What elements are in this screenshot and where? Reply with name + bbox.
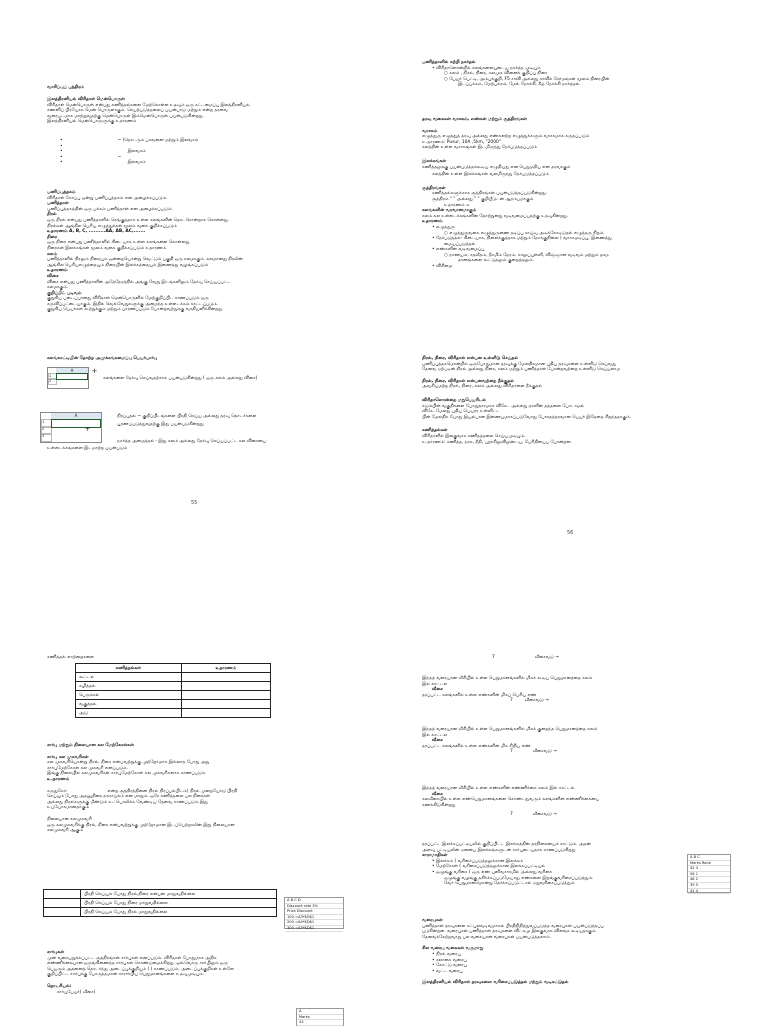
table-header: கணித்தல்கள் — [76, 664, 182, 673]
page-58 — [384, 512, 768, 1024]
formula-line: சூத்திரம் " " அல்லது " " குறியீடுடன் ஆரம்பமாகும் — [432, 196, 534, 202]
nav-sub: இடப்பக்கம், மேற்பக்கம், மேல் நோக்கி, கீழ் நோக்கி நகர்த்தல். — [458, 82, 581, 88]
excel-snippet-fill — [40, 412, 102, 443]
table-row: பிரதி செய்யும் போது நிரல் மாறுவதில்லை — [44, 908, 277, 917]
numbers-example: கலத்தின் உள்ள இலக்கங்கள் வலமிருந்து நேர்படுத்தப்படும் — [432, 172, 549, 178]
definitions — [47, 190, 243, 313]
row-header: 1 — [48, 373, 57, 380]
operations-table — [75, 663, 271, 718]
column-line: நிரல்கள் ஆங்கில பெரிய எழுத்துக்கள் மூலம் வகை குறிக்கப்படும் — [47, 223, 177, 229]
row-header: 1 — [41, 419, 52, 428]
table-header: உதாரணம் — [181, 664, 270, 673]
page-number: 56 — [567, 530, 574, 536]
excel-snippet-select — [47, 367, 89, 389]
table-row: பிரதி செய்யும் போது நிரல்,நிரை என்பன மாறுவதில்லை — [44, 890, 277, 899]
cursor-line: நிரப்புதல் ~ குறிப்பிடங்களை பிரதி செய்ய அல்லது தரவு தொடர்களை — [117, 414, 257, 419]
example-item: • இலவசம் — [60, 149, 146, 155]
relative-example-line: அல்லது நிரல்களுக்கு மீண்டும் உட்பொலிக்க வேண்டிய தேவை காணப்படும் இது — [47, 799, 208, 805]
rename-heading: விரிதாளொன்றை மறுபெயரிடல் — [422, 397, 486, 403]
row-line: நிரைகள் இலக்கங்கள் மூலம் வகை குறிக்கப்படும் உதாரணம் — [47, 245, 166, 251]
relative-example-line: உபயோகமானதாகும் — [47, 805, 89, 811]
min-section: இந்தத் வரையான வீசியில் உள்ள பெறுமானங்களில் மிகக் குறைந்த பெறுமானத்தை கலம் இல் காட்டல வீசை தரப்பட்ட கலங்களில் உள்ள எண்களின் மிக சிறிய எண் 7 வீசைவடு → — [422, 727, 598, 755]
format-item: • நேர்படுத்தல்- கிடையாக, நிலைக்குத்தாக மற்றும் நோக்குநிலை ) வாசகமடிப்பு, இணைத்து — [422, 236, 612, 242]
example-item: • ~ (தொடரும் பாவனை மற்றும் இலவசம் — [60, 138, 199, 143]
data-types-section — [422, 117, 612, 270]
intro-line: விரிதாள் மென்பொருள் என்பது கணித்தல்களை மேற்கொள்ள உதவும் ஒரு கட்டமைப்பு இலத்திரனியல் — [47, 102, 250, 108]
intro-section — [47, 97, 250, 125]
column-header: A — [51, 413, 101, 420]
calc-line: உ.தாரணம்: கணித்த, நரக, நீதி, புறாசிலுவிலுடைய, பேரிதியைப போன்றன — [422, 439, 571, 445]
nav-sub: ○ பேயர் பெட்டி, அம்புக்குறி, F5 சாவி அல்லது சாவிக் சேர்மங்கள் மூலம் திரையின் — [422, 77, 609, 83]
intro-line: இலத்திரனியல் மென்பொருளுக்கு உதாரணம் — [47, 119, 137, 125]
insert-line: தேவை ஏற்படின் நிரல் அல்லது நிரை, கலம் மற்றும் பணித்தாள் போன்றவற்றை உள்ளிடு செய்யலாம — [422, 367, 621, 373]
column-example: உதாரணம் A, B, C, ..........AA, AB, AC,....... — [47, 229, 146, 235]
table-row: அடு — [76, 709, 271, 718]
functions-section — [47, 950, 234, 995]
insert-line: பணிப்புத்தகமொன்றில் ஒருபோதுமான தரவுக்கு மேலதிகமான புதிய தரவுகளை உள்ளிடு செய்வது — [422, 361, 616, 367]
cell-heading: கலம் — [47, 251, 57, 257]
page-56 — [384, 0, 768, 536]
column-header: A — [56, 368, 88, 374]
column-heading: நிரல் — [47, 212, 57, 218]
fill-handle-icon: + — [85, 426, 91, 433]
intro-line: வரைபடமாக மாற்றுவதற்கு மென்பொருள் இம்மென்பொருள் பயன்படுகின்றது. — [47, 113, 204, 119]
page-title: வாசிப்புப் பத்திரம் — [47, 85, 84, 90]
insert-section — [422, 356, 631, 445]
discount-spreadsheet: A B C D Discount rate 5% Price Discount 100 =A3*$D$1 200 =A4*$D$1 300 =A5*$D$1 — [284, 897, 344, 929]
insert-heading: நிரல், நிரை, விரிதாள் என்பன உள்ளிடு செய்தல் — [422, 356, 518, 361]
range-line: கலமாகும். — [47, 285, 69, 291]
calc-heading: கணித்தல்கள் — [422, 428, 448, 434]
range-line: விசை என்பது பணித்தாளின் அதேநேரத்தில் அங்கு வேறு இடங்களிலும் தேர்வு செய்யப்பட்ட — [47, 279, 231, 285]
format-item: தானங்களை கூட்டுதலும் குறைத்தலும். — [458, 258, 534, 264]
text-line: எழுத்துரு எழுத்துத் தரவு அல்லது எண்களற்ற எழுத்துக்களும் வாசகமாக கருதப்படும் — [422, 134, 590, 140]
count-section: இந்தத் வரையான வீசியில் உள்ள எண்களின் எண்ணிக்கை கலம் இல் காட்டல் வீசை கலவீசையில் உள்ள எண்பெறுமானங்களை கொண்டதுவரும் கலங்களின் எண்ணிக்கையை கணக்கிடுகின்றது 7 வீசைவடு → — [422, 786, 600, 818]
example-item: • — [60, 143, 63, 149]
column-line: ஒரு நிரல் என்பது பணித்தாளில் செங்குத்தாக உள்ள கலங்களின் தொடரொன்றாக கொள்ளது. — [47, 217, 230, 223]
cursor-line: உள்ளடக்கங்களை இடமாற்ற பயன்படும் — [47, 446, 128, 451]
sheet-heading: பணித்தாள் — [47, 201, 69, 207]
cursor-heading: கலங்காட்டியின் தோற்ற அமுக்கங்கமைப்பு பெயர்பார்பு — [47, 356, 158, 361]
worksheet-line: விரிதாள் கோப்பு ஒன்று பணிப்புத்தகம் என அழைக்கப்படும். — [47, 195, 168, 201]
text-example: உ.தாரணம்: Pusur, 10A ,5km, "2000" — [422, 139, 501, 145]
format-item: • எழுத்துரு — [422, 225, 612, 231]
format-item: • எண்களின் வடிவமைப்பு — [422, 247, 612, 253]
relative-line: உ.தாரணம் — [47, 776, 70, 782]
formula-line: கணித்தல்களுக்காக சூத்திரங்கள் பயன்படுத்தப்படுகின்றது. — [432, 191, 547, 197]
reference-types-table — [43, 889, 277, 917]
format-item: மையப்படுத்தல் — [444, 241, 476, 247]
navigation-section — [422, 60, 609, 88]
range-heading: விசை — [47, 273, 59, 279]
namebox-line: குறுகிய படைப்பானது விரிதாள் மென்பொருளில் மேற்குறிப்பிட காணப்படும் ஒரு — [47, 296, 209, 302]
table-row: பெருக்கல் — [76, 691, 271, 700]
numbers-heading: இலக்கங்கள் — [422, 158, 447, 164]
relative-line: சார்புமேற்கோள் கல முகவரி எனப்படும். — [47, 765, 128, 771]
row-header: 2 — [41, 426, 52, 435]
formula-heading: சூத்திரங்கள் — [422, 185, 446, 191]
rename-line: கடும்பின் வகுதிகளை போதுதாரமாக விசேட அல்லது தாளின் தத்தளை போடாமல் — [422, 403, 585, 409]
selected-cell — [51, 419, 101, 428]
calc-line: விரிதாளில் இலகுவாக கணிதத்தலை செய்யமுடியும். — [422, 433, 526, 439]
rename-line: பின் மேலதிக போது இயல்பான இணையமாகப்படுவோது போரதத்தரவான பெயர் இதேதை சிறந்ததாகும். — [422, 414, 632, 420]
functions-line: குறிப்பிட்ட சார்புக்கு போருத்தமான சாரார்பிய பெறுமானங்களை உதவுமுடியும். — [47, 972, 205, 978]
table-row: பிரதி செய்யும் போது நிரை மாறுவதில்லை — [44, 899, 277, 908]
numbers-line: கணித்தலுக்கு பயன்படுத்தக்கூடிய எழுதியது என பெறுமதிய என தரவாகும் — [422, 164, 571, 170]
nav-bullet: • விரிதாளொன்றில் கலங்களையுடைய நகர்த்த முடியும் — [422, 66, 609, 72]
relative-line: கல முகவரியொன்று நிரல், நிரை என்பவற்றுக்கு முற்றோமாக இல்லாத போது அது — [47, 760, 210, 766]
functions-line: பெயரும் அதனைத் தொடர்ந்து அடைப்புக்குறியும் ( ) காணப்படும். அடைப்புக்குறிகள் உள்ளே — [47, 966, 234, 972]
worksheet-heading: பணிப்புத்தகம் — [47, 190, 76, 195]
cell-line: ஆங்கில பெரியஎழுத்தையும் நிரையின் இலக்கத்தையும் இணைத்து வழங்கப்படும் — [47, 262, 209, 268]
cursor-line: கலங்களை தேர்வு செய்வதற்காக பயன்படுகின்றது ( ஒரு கலம் அல்லது விசை) — [103, 376, 258, 381]
page-57 — [0, 512, 384, 1024]
nav-sub: ○ கலம் , நிரல், நிரை, கலமுக வினைக் குறிப்பு நிரை — [422, 71, 609, 77]
functions-line: முன் வரையறுக்கப்பட்ட சூத்திரங்கள் சார்புகள் எனப்படும். விரிதாள் போதுமாக அதிக — [47, 955, 217, 961]
format-heading: கலங்களின் வரவானமாகும் — [422, 208, 477, 214]
table-header-row — [76, 664, 271, 673]
namebox-line: கருவிப்பட்டையாகும். இதில் வெவ்வேறுகளுக்கு அமைந்த உள்ளடக்கம் காட்டப்படும். — [47, 301, 219, 307]
row-heading: நிரை — [47, 234, 58, 240]
sheet-line: பணிப்புத்தகத்தின் ஒரு பக்கம் பணித்தாள் என அழைக்கப்படும். — [47, 206, 173, 212]
rank-section: தரப்பட்ட இலக்கப்பட்டியலில் குறிப்பிட்ட இலக்கத்தின் தரநிலையைக் காட்டும். அதன் அளவு பட்டியலின் ஏனைய இலக்கங்களுடன் சார்புடையதாக காணப்படுகிறது. சாராமாதிகள் • இலக்கம் ( வரிசைப்படுத்தலுக்கான இலக்கம் • மேற்கோள் ( வரிசைப்படுத்தலுக்கான இலக்கப்பட்டியல் • ஒழுங்கு வரிசை ( ஒரு எண் புனிவசாரமில் அல்லது வரிசை ஒழுங்கு வழங்கு தகிர்க்கப்படுமேயாது எண்களை இறங்குவரிசைப்படுத்தும். வேர் பெறுமானமொன்று தேர்க்கப்படுட்டால் ஏறுவரிசைப்படுத்தும் — [422, 842, 593, 887]
cell-line: பணித்தாளில் நிரலும் நிரையும் ஒன்றையொன்று வெட்டும் பகுதி ஒரு கலமாகும். கலமானது நிரலின் — [47, 257, 243, 263]
format-item: • விசிமை — [422, 264, 612, 270]
examples-list — [60, 138, 198, 166]
nav-heading: பணித்தாளில் சுற்றி நகர்தல் — [422, 60, 476, 65]
cross-cursor-icon: ✛ — [92, 368, 98, 375]
relative-line: இங்கு நிலையில் கலமுகவரிகள் சார்புமேற்கோள் கல முகவரிகளாக காணப்படும் — [47, 771, 206, 777]
absolute-line: கலமுகவரி ஆகும் — [47, 828, 83, 834]
text-heading: வாசகம் — [422, 128, 438, 134]
table-row: கூட்டல் — [76, 673, 271, 682]
data-types-heading: தரவு வகைகள் வாசகம், எண்கள் மற்றும் சூத்திரங்கள் — [422, 117, 527, 122]
delete-heading: நிரல், நிரை, விரிதாள் என்பனவற்றை நீக்குதல் — [422, 378, 514, 384]
cursor-line: நகர்த்த அமைத்தல் - இது கலம் அல்லது தேர்வு செய்யப்பட்ட கல விசையை — [117, 439, 267, 444]
selected-cell — [56, 373, 88, 380]
syntax-line: சார்புபேயர்( வீசை) — [57, 989, 96, 995]
rank-spreadsheet: A B C Marks Rank 42 3 56 1 48 2 39 5 41 4 — [687, 854, 731, 893]
format-example: உதாரணம் — [422, 219, 443, 225]
format-line: கலம் கல உள்ளடக்கங்களின் தோற்றுனது வடிவமைப்பதற்கு உதவுகின்றது. — [422, 213, 569, 219]
max-section: இந்தத் வரையான வீசியில் உள்ள பெறுமானங்களில் மிகக் கூடிய பெறுமானத்தை கலம் இல் காட்டல வீசை தரப்பட்ட கலங்களில் உள்ள எண்களின் மிகப் பெரிய எண் 7 வீசைவடு → — [422, 676, 593, 704]
functions-heading: சார்புகள் — [47, 950, 65, 955]
text-default: கலத்தின் உள்ள வாசகங்கள் இடமிருந்து நேர்படுத்தப்படும் — [422, 145, 537, 151]
references-section — [47, 743, 237, 834]
rename-line: விசேடமேலது புதிய பெயரர உள்ளிட்ட — [422, 409, 500, 415]
row-header: 3 — [41, 433, 52, 442]
format-item: ○ நாணயம், சதவீதம், தீசமிம் நேரம், காலுப்புள்ளி, விஞ்ஞான வடிவம் மற்றும் தசம — [422, 253, 612, 259]
table-intro: கணித்தல் எசற்றைகளை — [47, 655, 95, 660]
namebox-line: குறுகிய பெயர்கள் கூற்றுக்கும் மற்றும் பாரணப்படும் போன்றவற்றுக்கு வசதியளிக்கின்றது. — [47, 307, 224, 313]
references-heading: சார்பு மற்றும் நிலையான கல மேற்கோள்கள் — [47, 743, 134, 748]
delete-line: அவசியமற்ற நிரல், நிரை, கலம் அல்லது விரிதாளை நீக்குதல் — [422, 384, 542, 390]
charts-section: வரைபுகள் பணித்தாள் தரவுகளை கட்புலவடிவமாகல் பிரதிநிதித்துவப்படுத்த வரைபுகள் பயன்படுத்தப்ப படுகின்றன. வரைபுகள் பணித்தாள் தரவுகளை விட்சுமு இலகுவாக விளங்க கூடியதாகும். தேவைக்கேற்றவாறு பல வகையான வரைபுகள் பயன்படுத்தலாம். சில வரைபு வகைகள் வருமாறு • நிரல் வரைபு • சலாகை வரைபு • கோட்டு வரைபு • வட்ட வரைபு இலத்திரனியல் விரிதாள் தரவுகளை வரிசைப்படுத்தல் மற்றும் வடிகட்டுதல் — [422, 918, 604, 986]
cursor-line: பூரணப்படுத்துவதற்கு இது பயன்படுகின்றது — [117, 422, 204, 427]
table-row: கழித்தல் — [76, 682, 271, 691]
row-line: ஒரு நிரை என்பது பணித்தாளில் கிடையாக உள்ள கலங்களை கொள்ளது. — [47, 240, 191, 246]
relative-heading: சார்பு கல முகவரிகள் — [47, 754, 89, 760]
page-55 — [0, 0, 384, 512]
formula-line: உதாரணம் = — [444, 202, 470, 208]
cell-example: உதாரணம் — [47, 268, 68, 274]
example-item: • ~ — [60, 154, 122, 160]
relative-example: கருதுகோ: என்ற சூத்திரத்தினை நிரல் நிரப்பல்பிடம்) நிரல் முறையோடு பிரதி — [47, 788, 238, 794]
syntax-heading: தொடரியல்: — [47, 983, 72, 989]
intro-line: கணனிப் பிரயோக மென் பொருளாகும். செயற்படுத்தலைப் பயன்பாடு மற்றும் என்ற தரவை — [47, 108, 228, 114]
format-item: ○ எழுத்துருவகை எழுத்துருணை தடிப்பு சாய்வு அடிக்கோடிடுதல் எழுத்தரு நிறம். — [422, 231, 612, 237]
absolute-line: ஒரு கலமுகவரிக்கு நிரல், நிரை என்பவற்றுக்கு முற்றோமான இடப்பெற்றாலின் இது நிலையான — [47, 822, 235, 828]
marks-spreadsheet: A Marks 43 — [296, 1008, 344, 1026]
relative-example-line: செய்யும் போது அதனுதிரை நகராய்க்ம் என மாறும். ஒரே கணித்தலை பல நிரைகள் — [47, 794, 210, 800]
namebox-heading: குறிப்பிட் படிவம் — [47, 290, 82, 296]
absolute-heading: நிலையான கலமுகவரி — [47, 816, 92, 822]
function-marker: 7 வீசைவடு → — [492, 655, 559, 660]
page-number: 55 — [191, 500, 198, 506]
table-row: வகுத்தல் — [76, 700, 271, 709]
functions-line: எண்ணிக்கையான ஒருங்கிணைந்த சார்புகள் கொண்டுமைக்கிறது. ஒவ்வொரு சார்பிலும் ஒரு — [47, 961, 228, 967]
example-item: • இலவசம் — [60, 160, 146, 166]
row-header: 2 — [48, 378, 57, 385]
section-heading: இலத்திரனியல் விரிதாள் மென்பொருள் — [47, 97, 125, 102]
